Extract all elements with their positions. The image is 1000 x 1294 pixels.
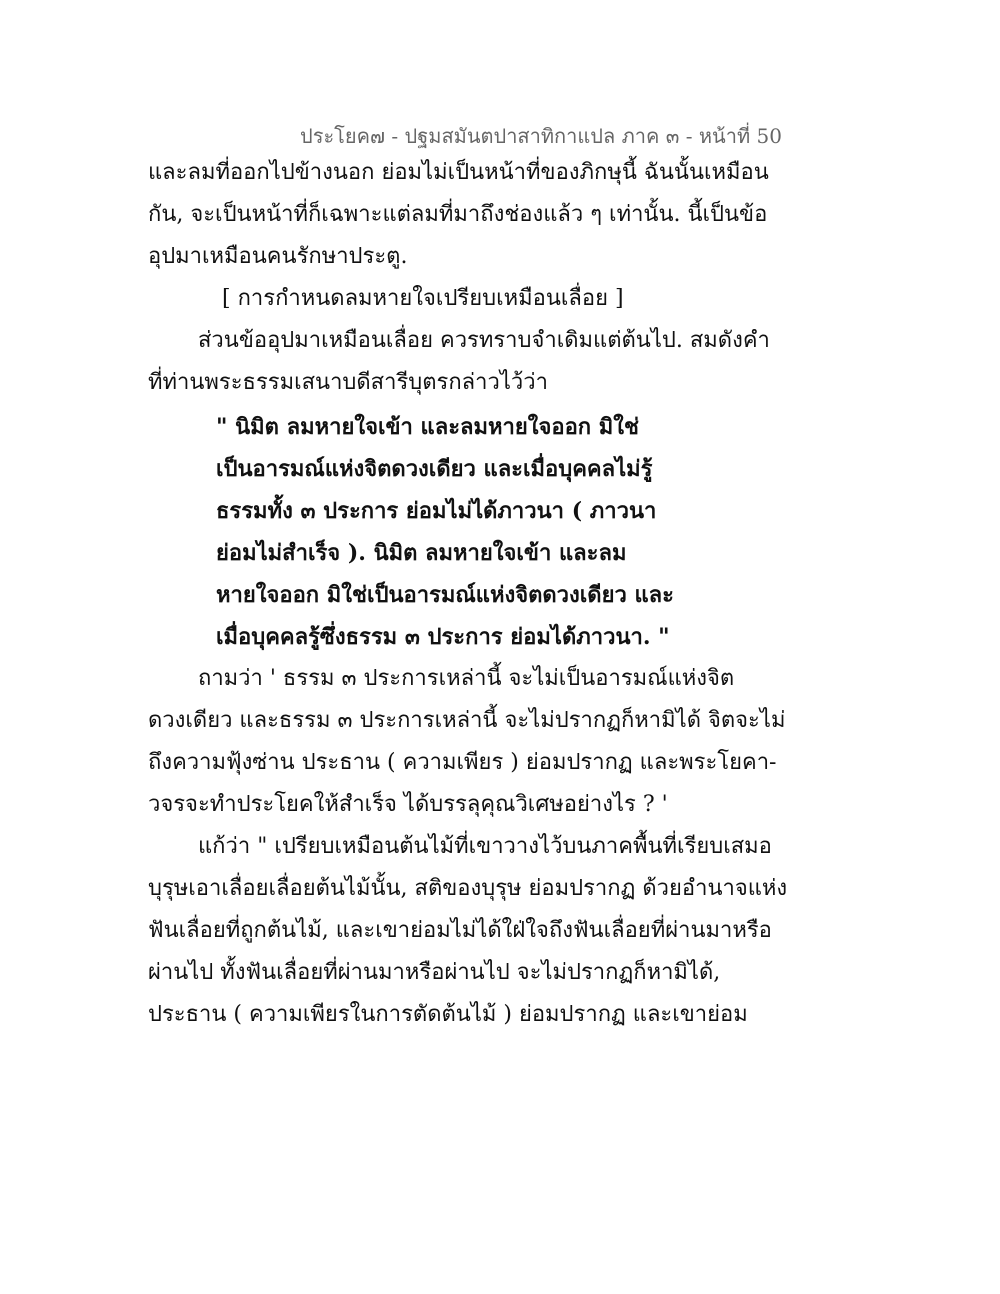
- page-header: ประโยค๗ - ปฐมสมันตปาสาทิกาแปล ภาค ๓ - หน้าที่ 50: [300, 124, 782, 148]
- body-line: กัน, จะเป็นหน้าที่ก็เฉพาะแต่ลมที่มาถึงช่องแล้ว ๆ เท่านั้น. นี้เป็นข้อ: [148, 202, 768, 227]
- quote-line: เป็นอารมณ์แห่งจิตดวงเดียว และเมื่อบุคคลไม่รู้: [216, 456, 653, 482]
- quote-line: ธรรมทั้ง ๓ ประการ ย่อมไม่ได้ภาวนา ( ภาวนา: [216, 498, 657, 524]
- body-line: ถึงความฟุ้งซ่าน ประธาน ( ความเพียร ) ย่อมปรากฏ และพระโยคา-: [148, 750, 777, 775]
- body-line: วจรจะทำประโยคให้สำเร็จ ได้บรรลุคุณวิเศษอย่างไร ? ': [148, 792, 668, 817]
- body-line: ส่วนข้ออุปมาเหมือนเลื่อย ควรทราบจำเดิมแต่ต้นไป. สมดังคำ: [198, 328, 770, 353]
- section-heading: [ การกำหนดลมหายใจเปรียบเหมือนเลื่อย ]: [222, 286, 624, 311]
- quote-line: ย่อมไม่สำเร็จ ). นิมิต ลมหายใจเข้า และลม: [216, 540, 627, 566]
- body-line: ฟันเลื่อยที่ถูกต้นไม้, และเขาย่อมไม่ได้ใฝ่ใจถึงฟันเลื่อยที่ผ่านมาหรือ: [148, 918, 772, 943]
- body-line: ดวงเดียว และธรรม ๓ ประการเหล่านี้ จะไม่ปรากฏก็หามิได้ จิตจะไม่: [148, 708, 786, 733]
- quote-line: " นิมิต ลมหายใจเข้า และลมหายใจออก มิใช่: [216, 414, 639, 440]
- body-line: ผ่านไป ทั้งฟันเลื่อยที่ผ่านมาหรือผ่านไป จะไม่ปรากฏก็หามิได้,: [148, 960, 721, 985]
- body-line: ถามว่า ' ธรรม ๓ ประการเหล่านี้ จะไม่เป็นอารมณ์แห่งจิต: [198, 666, 735, 691]
- body-line: ประธาน ( ความเพียรในการตัดต้นไม้ ) ย่อมปรากฏ และเขาย่อม: [148, 1002, 748, 1027]
- body-line: บุรุษเอาเลื่อยเลื่อยต้นไม้นั้น, สติของบุรุษ ย่อมปรากฏ ด้วยอำนาจแห่ง: [148, 876, 788, 901]
- body-line: ที่ท่านพระธรรมเสนาบดีสารีบุตรกล่าวไว้ว่า: [148, 370, 548, 395]
- body-line: แก้ว่า " เปรียบเหมือนต้นไม้ที่เขาวางไว้บนภาคพื้นที่เรียบเสมอ: [198, 834, 772, 859]
- quote-line: เมื่อบุคคลรู้ซึ่งธรรม ๓ ประการ ย่อมได้ภาวนา. ": [216, 624, 670, 650]
- body-line: อุปมาเหมือนคนรักษาประตู.: [148, 244, 408, 269]
- quote-line: หายใจออก มิใช่เป็นอารมณ์แห่งจิตดวงเดียว และ: [216, 582, 674, 608]
- body-line: และลมที่ออกไปข้างนอก ย่อมไม่เป็นหน้าที่ของภิกษุนี้ ฉันนั้นเหมือน: [148, 160, 769, 185]
